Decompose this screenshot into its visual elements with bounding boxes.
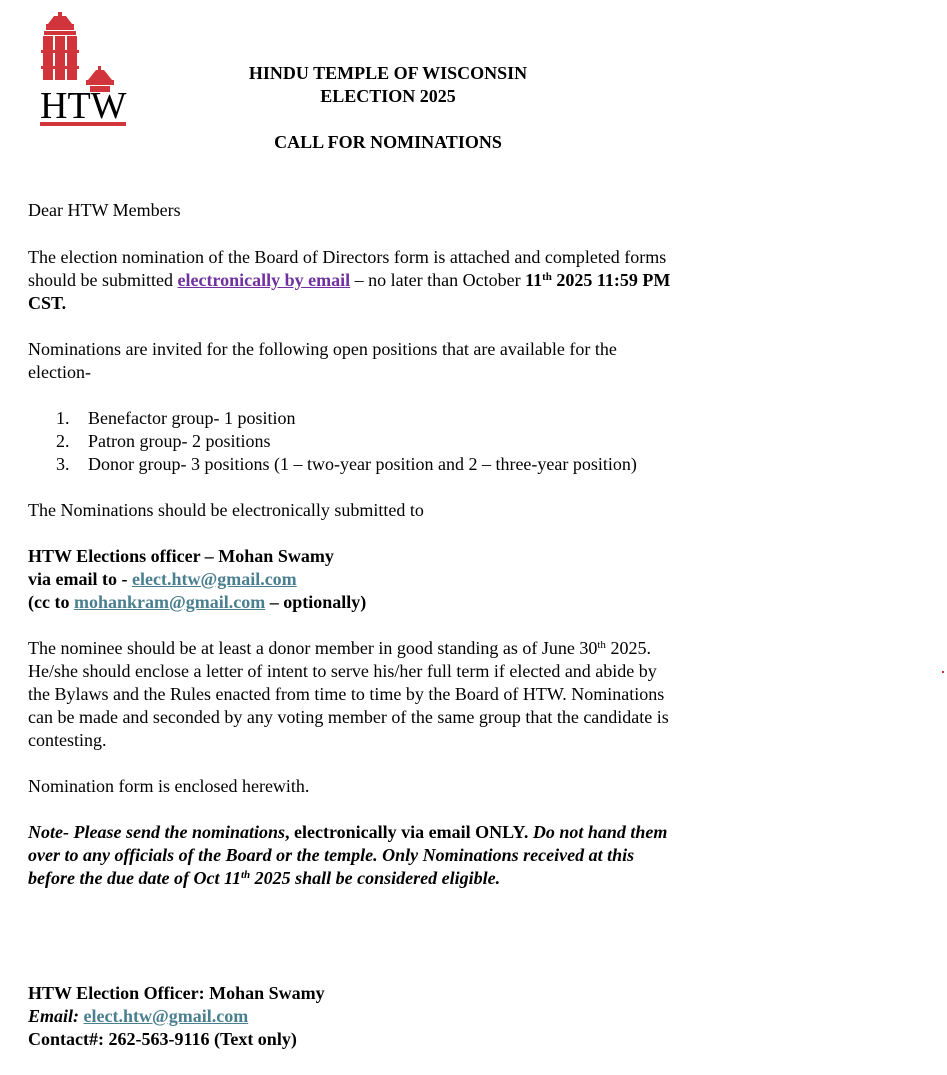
electronic-email-link[interactable]: electronically by email [177,270,351,290]
position-item: Benefactor group- 1 position [88,408,296,428]
para3-line1-text: The nominee should be at least a donor member in good standing as of June 30 [28,638,598,658]
para2-line2: election- [28,362,91,382]
para3-line5: contesting. [28,730,107,750]
cc-label: (cc to [28,592,74,612]
via-email-label: via email to - [28,569,132,589]
position-number: 3. [56,454,70,474]
footer-email-link[interactable]: elect.htw@gmail.com [83,1006,249,1026]
position-item: Donor group- 3 positions (1 – two-year position and 2 – three-year position) [88,454,637,474]
para1-line2 [28,269,670,292]
para3-line1 [28,637,651,660]
submit-to: The Nominations should be electronically submitted to [28,500,424,520]
note-lead: Note- Please send the nominations [28,822,286,842]
cc-optional: – optionally) [265,592,367,612]
footer-email-label: Email: [28,1006,80,1026]
note-donot: Do not hand them [528,822,668,842]
position-number: 2. [56,431,70,451]
greeting: Dear HTW Members [28,200,181,220]
note-sup: th [240,869,251,881]
officer-line: HTW Elections officer – Mohan Swamy [28,546,334,566]
header-call: CALL FOR NOMINATIONS [274,132,502,152]
para3-line4: can be made and seconded by any voting member of the same group that the candidate is [28,707,669,727]
position-number: 1. [56,408,70,428]
deadline-date [525,270,670,290]
para2-line1: Nominations are invited for the following open positions that are available for the [28,339,617,359]
para3-sup: th [597,639,606,651]
note-line3-pre: before the due date of Oct 11 [28,868,241,888]
deadline-sup: th [542,271,552,283]
para1-pre: should be submitted [28,270,178,290]
position-item: Patron group- 2 positions [88,431,271,451]
note-line3-post: 2025 shall be considered eligible. [250,868,501,888]
officer-cc-line [28,591,366,614]
note-line2: over to any officials of the Board or the temple. Only Nominations received at this [28,845,635,865]
para3-line2: He/she should enclose a letter of intent to serve his/her full term if elected and abide by [28,661,657,681]
deadline-rest: 2025 11:59 PM [551,270,671,290]
footer-officer: HTW Election Officer: Mohan Swamy [28,983,325,1003]
para1-mid: – no later than October [350,270,526,290]
para3-line1-post: 2025. [605,638,651,658]
note-line3 [28,867,500,890]
para3-line3: the Bylaws and the Rules enacted from time to time by the Board of HTW. Nominations [28,684,665,704]
officer-email-link[interactable]: elect.htw@gmail.com [131,569,297,589]
para1-line1: The election nomination of the Board of Directors form is attached and completed forms [28,247,667,267]
logo-text: HTW [40,85,127,127]
header-org: HINDU TEMPLE OF WISCONSIN [248,63,528,83]
footer-contact: Contact#: 262-563-9116 (Text only) [28,1029,297,1049]
header-election: ELECTION 2025 [320,86,456,106]
stray-mark [942,671,944,673]
enclosed-note: Nomination form is enclosed herewith. [28,776,310,796]
cc-email-link[interactable]: mohankram@gmail.com [73,592,266,612]
para1-line3: CST. [28,293,67,313]
footer-email-line [28,1005,248,1028]
note-line1 [28,821,667,844]
deadline-day: 11 [525,270,543,290]
officer-email-line [28,568,297,591]
note-email-only: , electronically via email ONLY. [285,822,529,842]
